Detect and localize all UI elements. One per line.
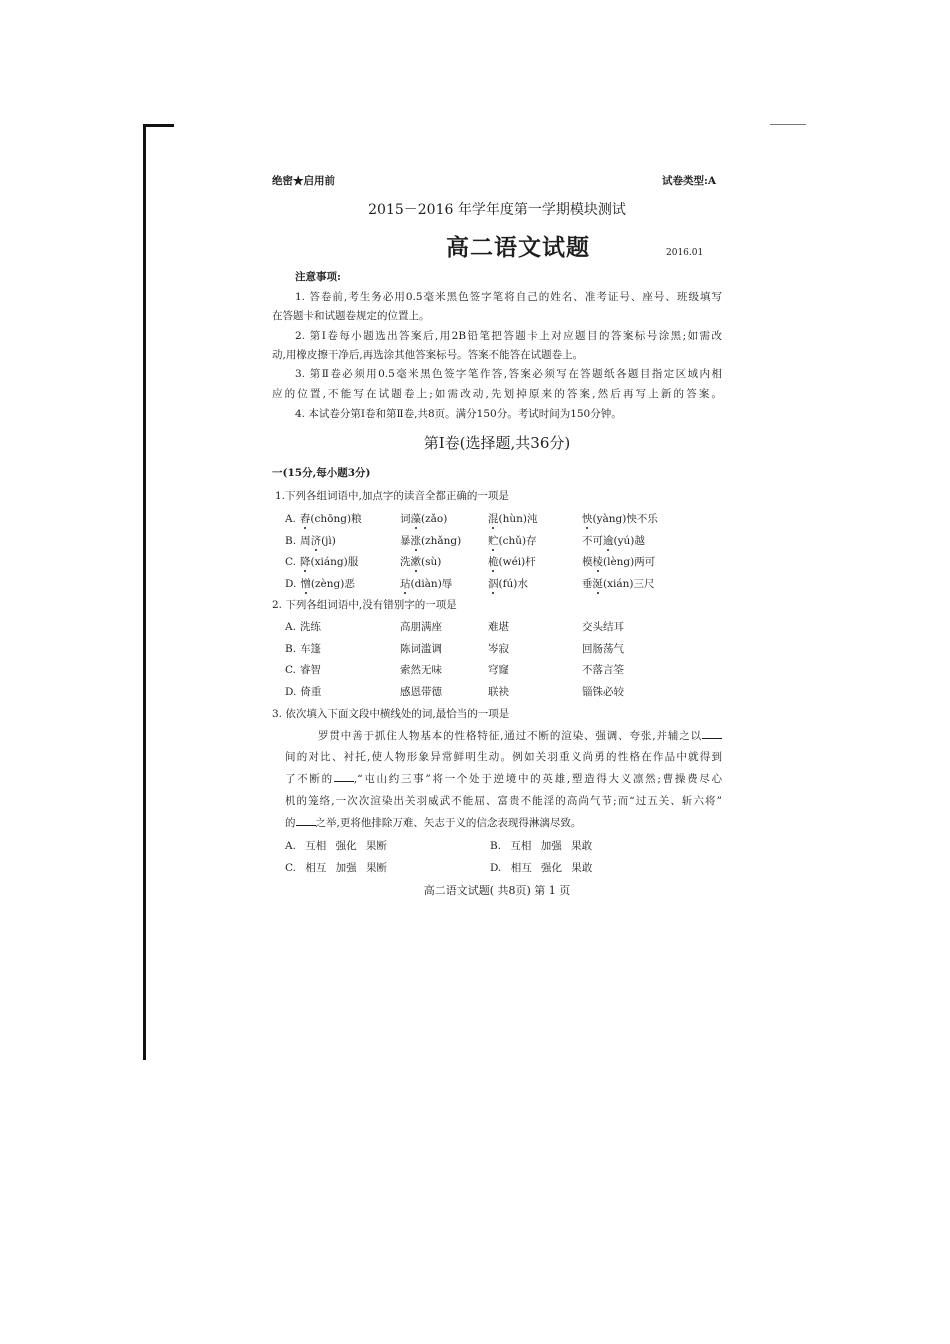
q2-option-d-item: [285, 684, 321, 700]
q2-option-a-item: [285, 619, 321, 635]
word-part: 垂: [582, 578, 593, 590]
passage-line: 机的笼络,一次次渲染出关羽威武不能屈、富贵不能淫的高尚气节;而“过五关、斩六将”: [285, 795, 722, 807]
option-label: A.: [285, 513, 296, 525]
q2-option-d-item: 联袂: [488, 686, 509, 698]
q2-option-c-item: 不落言筌: [582, 664, 624, 676]
word-part: (jì): [321, 535, 336, 547]
passage-line: [318, 728, 722, 744]
question-2-stem: 2. 下列各组词语中,没有错别字的一项是: [272, 599, 457, 611]
dotted-char: 舂: [299, 513, 311, 525]
q3-option-c: C. 相互 加强 果断: [285, 862, 388, 874]
q1-option-c-item: [285, 554, 358, 570]
q2-option-a-item: 交头结耳: [582, 621, 624, 633]
notice-line: 4. 本试卷分第Ⅰ卷和第Ⅱ卷,共8页。满分150分。考试时间为150分钟。: [295, 408, 622, 420]
scan-border-left: [143, 124, 146, 1060]
question-1-stem: 1.下列各组词语中,加点字的读音全都正确的一项是: [275, 490, 509, 502]
word-part: (yàng)怏不乐: [592, 513, 658, 525]
q2-option-c-item: [285, 662, 321, 678]
q2-option-a-item: 难堪: [488, 621, 509, 633]
option-label: D.: [285, 578, 297, 590]
q2-option-b-item: 陈词滥调: [400, 643, 442, 655]
answer-blank: [296, 815, 316, 826]
secret-mark: 绝密★启用前: [272, 175, 335, 187]
word-part: (diàn)辱: [410, 578, 453, 590]
dotted-char: 玷: [400, 578, 411, 590]
section-heading: 一(15分,每小题3分): [272, 467, 371, 479]
word-part: (zèng)恶: [310, 578, 355, 590]
q2-option-b-item: 回肠荡气: [582, 643, 624, 655]
option-label: C.: [285, 664, 296, 676]
word: 洗练: [299, 621, 321, 633]
notice-line: 1. 答卷前,考生务必用0.5毫米黑色签字笔将自己的姓名、准考证号、座号、班级填写: [295, 291, 722, 303]
q2-option-b-item: [285, 641, 321, 657]
word-part: (sù): [421, 556, 442, 568]
option-label: B.: [285, 535, 297, 547]
word-part: (xián)三尺: [603, 578, 655, 590]
passage-text: 了不断的: [285, 773, 334, 785]
page-footer: 高二语文试题( 共8页) 第 1 页: [423, 884, 571, 897]
q1-option-d-item: [488, 576, 528, 592]
passage-text: ,“屯山约三事”将一个处于逆境中的英雄,塑造得大义凛然;曹操费尽心: [353, 773, 723, 785]
q1-option-a-item: [285, 511, 362, 527]
passage-line: [285, 815, 581, 831]
exam-title: 高二语文试题: [446, 234, 590, 261]
notice-line: 动,用橡皮擦干净后,再选涂其他答案标号。答案不能答在试题卷上。: [272, 349, 584, 361]
notice-heading: 注意事项:: [295, 271, 341, 283]
dotted-char: 济: [310, 535, 322, 547]
dotted-char: 桅: [488, 556, 499, 568]
word: 睿智: [300, 664, 321, 676]
dotted-char: 漱: [410, 556, 421, 568]
notice-line: 在答题卡和试题卷规定的位置上。: [272, 310, 430, 322]
q1-option-b-item: [582, 533, 645, 549]
passage-text: 之举,更将他排除万难、矢志于义的信念表现得淋漓尽致。: [315, 817, 582, 829]
word-part: (zhǎng): [421, 535, 462, 547]
q2-option-a-item: 高朋满座: [400, 621, 442, 633]
part-heading: 第Ⅰ卷(选择题,共36分): [423, 434, 571, 452]
notice-line: 3. 第Ⅱ卷必须用0.5毫米黑色签字笔作答,答案必须写在答题纸各题目指定区域内相: [295, 368, 722, 380]
q2-option-b-item: 岑寂: [488, 643, 509, 655]
q1-option-b-item: [488, 533, 537, 549]
dotted-char: 涎: [592, 578, 603, 590]
paper-type: 试卷类型:A: [662, 175, 717, 187]
passage-line: [285, 771, 722, 787]
q1-option-d-item: [285, 576, 355, 592]
q1-option-b-item: [285, 533, 336, 549]
passage-text: 罗贯中善于抓住人物基本的性格特征,通过不断的渲染、强调、夸张,并辅之以: [318, 730, 702, 742]
word-part: (fú)水: [498, 578, 528, 590]
dotted-char: 涨: [410, 535, 421, 547]
word-part: 模: [582, 556, 593, 568]
option-label: D.: [285, 686, 297, 698]
dotted-char: 藻: [410, 513, 421, 525]
word-part: (wéi)杆: [498, 556, 536, 568]
dotted-char: 怏: [582, 513, 593, 525]
answer-blank: [702, 728, 722, 739]
dotted-char: 憎: [300, 578, 311, 590]
q1-option-c-item: [488, 554, 536, 570]
scan-border-top: [143, 124, 174, 127]
q1-option-a-item: [400, 511, 447, 527]
q1-option-a-item: [582, 511, 658, 527]
dotted-char: 降: [300, 556, 311, 568]
word-part: (chōng)粮: [310, 513, 362, 525]
dotted-char: 逾: [603, 535, 614, 547]
q3-option-d: D. 相互 强化 果敢: [490, 862, 593, 874]
q3-option-a: A. 互相 强化 果断: [285, 840, 387, 852]
q1-option-c-item: [582, 554, 655, 570]
question-3-stem: 3. 依次填入下面文段中横线处的词,最恰当的一项是: [272, 708, 510, 720]
word-part: 不可: [582, 535, 603, 547]
notice-line: 2. 第Ⅰ卷每小题选出答案后,用2B铅笔把答题卡上对应题目的答案标号涂黑;如需改: [295, 330, 722, 342]
word-part: (chǔ)存: [498, 535, 537, 547]
q1-option-c-item: [400, 554, 441, 570]
word-part: (zǎo): [421, 513, 448, 525]
q1-option-b-item: [400, 533, 461, 549]
scan-border-top-right: [770, 124, 806, 125]
q1-option-d-item: [400, 576, 452, 592]
word-part: (lèng)两可: [603, 556, 656, 568]
word-part: 词: [400, 513, 411, 525]
q2-option-d-item: 锱铢必较: [582, 686, 624, 698]
answer-blank: [334, 771, 354, 782]
exam-date: 2016.01: [666, 248, 704, 258]
word-part: (yú)越: [613, 535, 645, 547]
dotted-char: 泅: [488, 578, 499, 590]
q2-option-c-item: 索然无味: [400, 664, 442, 676]
word-part: 洗: [400, 556, 411, 568]
exam-subtitle: 2015－2016 年学年度第一学期模块测试: [368, 202, 626, 218]
option-label: A.: [285, 621, 296, 633]
word-part: 周: [300, 535, 311, 547]
word-part: 暴: [400, 535, 411, 547]
dotted-char: 贮: [488, 535, 499, 547]
notice-line: 应的位置,不能写在试题卷上;如需改动,先划掉原来的答案,然后再写上新的答案。: [272, 388, 722, 400]
dotted-char: 混: [488, 513, 499, 525]
q2-option-c-item: 穹窿: [488, 664, 509, 676]
dotted-char: 棱: [592, 556, 603, 568]
word-part: (hùn)沌: [498, 513, 538, 525]
q1-option-d-item: [582, 576, 655, 592]
q1-option-a-item: [488, 511, 537, 527]
passage-line: 间的对比、衬托,使人物形象异常鲜明生动。例如关羽重义尚勇的性格在作品中就得到: [285, 751, 722, 763]
word: 车篷: [300, 643, 322, 655]
q2-option-d-item: 感恩带德: [400, 686, 442, 698]
option-label: C.: [285, 556, 296, 568]
word: 倚重: [300, 686, 322, 698]
option-label: B.: [285, 643, 297, 655]
word-part: (xiáng)服: [310, 556, 359, 568]
passage-text: 的: [285, 817, 296, 829]
q3-option-b: B. 互相 加强 果敢: [490, 840, 593, 852]
